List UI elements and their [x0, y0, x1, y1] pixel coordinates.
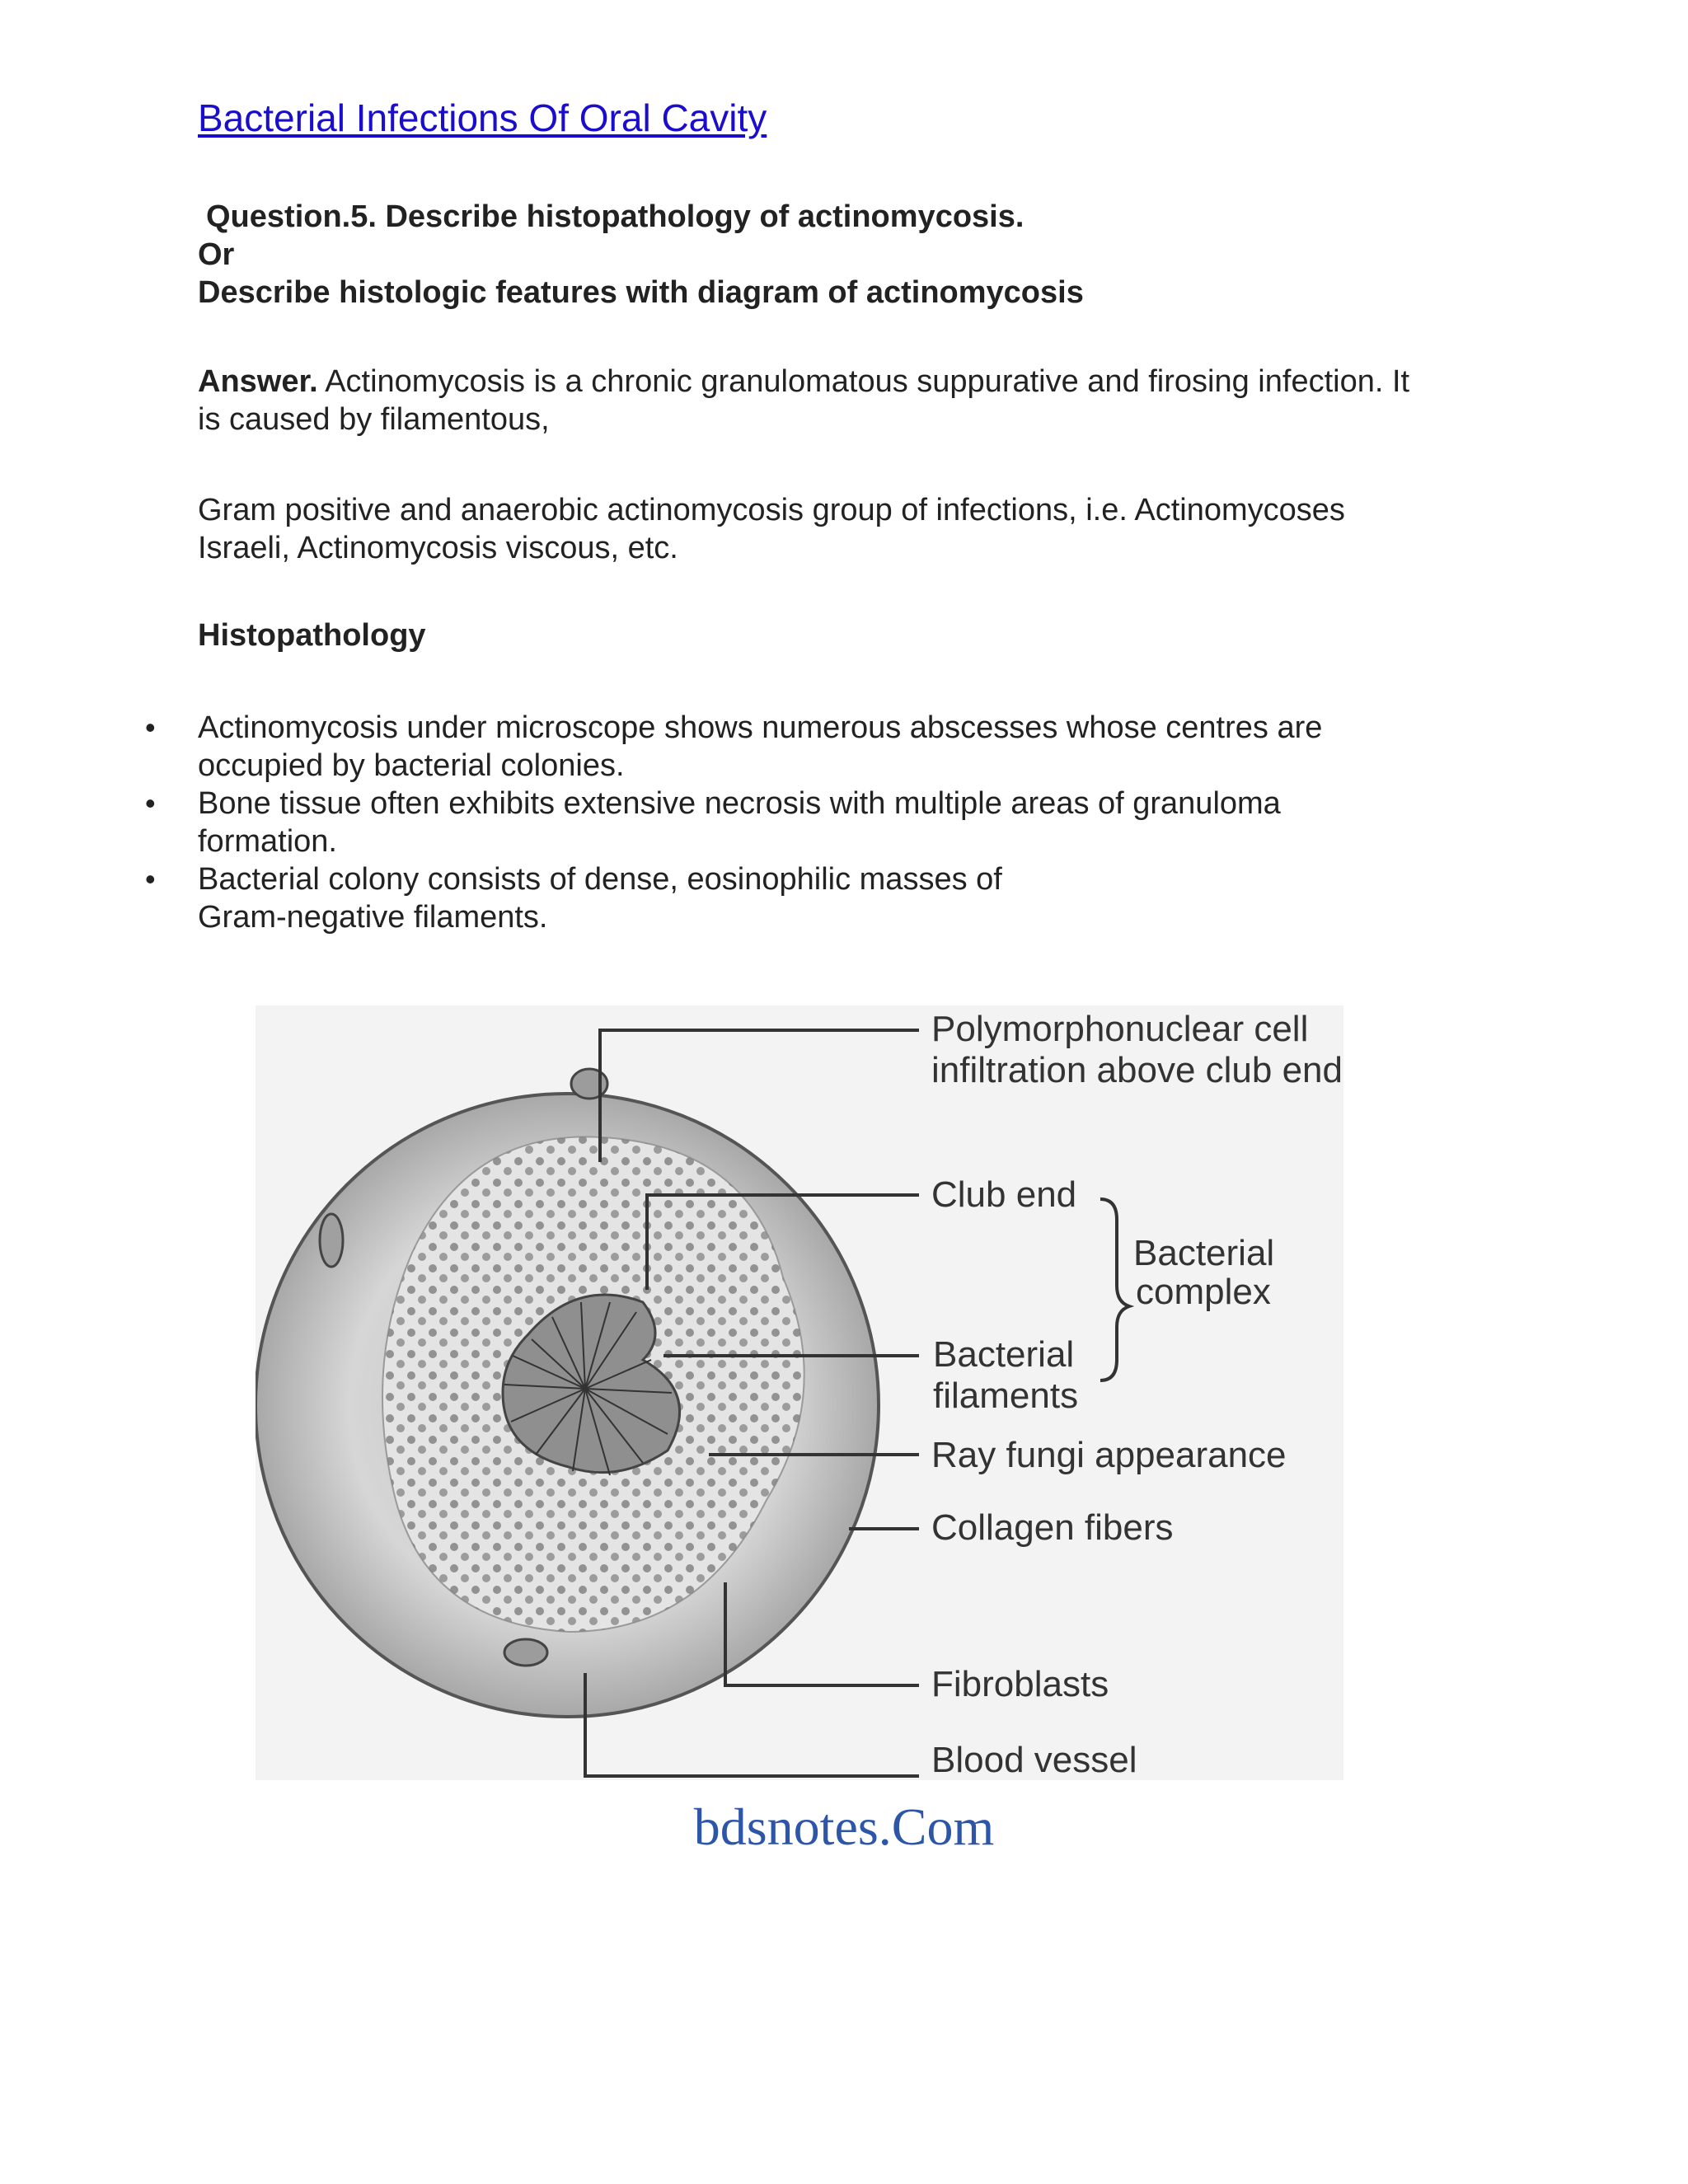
label-bacterial-complex: Bacterial	[1133, 1233, 1275, 1273]
list-item-line: occupied by bacterial colonies.	[198, 748, 625, 783]
question-alt-title: Describe histologic features with diagram of actinomycosis	[198, 275, 1084, 310]
label-blood-vessel: Blood vessel	[931, 1740, 1137, 1780]
label-pmn-2: infiltration above club end	[931, 1050, 1343, 1090]
label-bacterial-complex-2: complex	[1136, 1272, 1271, 1312]
label-fibroblasts: Fibroblasts	[931, 1664, 1109, 1704]
label-bacterial-filaments-2: filaments	[933, 1376, 1079, 1416]
list-item-line: formation.	[198, 824, 337, 859]
actinomycosis-diagram	[256, 1005, 1343, 1780]
label-club-end: Club end	[931, 1174, 1077, 1215]
fibroblast-left	[320, 1214, 343, 1267]
label-bacterial-filaments: Bacterial	[933, 1334, 1075, 1375]
histopathology-list	[198, 709, 1484, 936]
question-title: Question.5. Describe histopathology of actinomycosis.	[206, 199, 1025, 234]
list-item-line: • Bone tissue often exhibits extensive necrosis with multiple areas of granuloma	[198, 786, 1281, 821]
label-pmn: Polymorphonuclear cell	[931, 1009, 1309, 1049]
answer-paragraph-2	[198, 491, 1517, 567]
diagram-svg	[256, 1005, 1343, 1780]
list-item	[198, 860, 1484, 936]
answer-label: Answer.	[198, 364, 318, 399]
answer-text-line-2: is caused by filamentous,	[198, 402, 550, 437]
watermark: bdsnotes.Com	[693, 1797, 995, 1856]
list-item-line: Gram-negative filaments.	[198, 900, 548, 935]
list-item	[198, 785, 1484, 860]
answer-para2-line-2: Israeli, Actinomycosis viscous, etc.	[198, 531, 678, 565]
label-collagen: Collagen fibers	[931, 1507, 1174, 1548]
answer-paragraph-1	[198, 363, 1517, 438]
blood-vessel-bottom	[504, 1639, 547, 1666]
list-item-line: • Actinomycosis under microscope shows numerous abscesses whose centres are	[198, 710, 1323, 745]
blood-vessel-top	[571, 1069, 607, 1099]
list-item-line: • Bacterial colony consists of dense, eosinophilic masses of	[198, 862, 1002, 897]
bacterial-complex-brace	[1100, 1199, 1129, 1380]
breadcrumb-link-bacterial-infections[interactable]: Bacterial Infections Of Oral Cavity	[198, 96, 767, 139]
answer-para2-line-1: Gram positive and anaerobic actinomycosis group of infections, i.e. Actinomycoses	[198, 493, 1345, 527]
label-ray-fungi: Ray fungi appearance	[931, 1435, 1287, 1475]
answer-text-line-1: Actinomycosis is a chronic granulomatous suppurative and firosing infection. It	[317, 364, 1410, 399]
question-or: Or	[198, 237, 235, 272]
list-item	[198, 709, 1484, 785]
histopathology-heading: Histopathology	[198, 618, 426, 653]
